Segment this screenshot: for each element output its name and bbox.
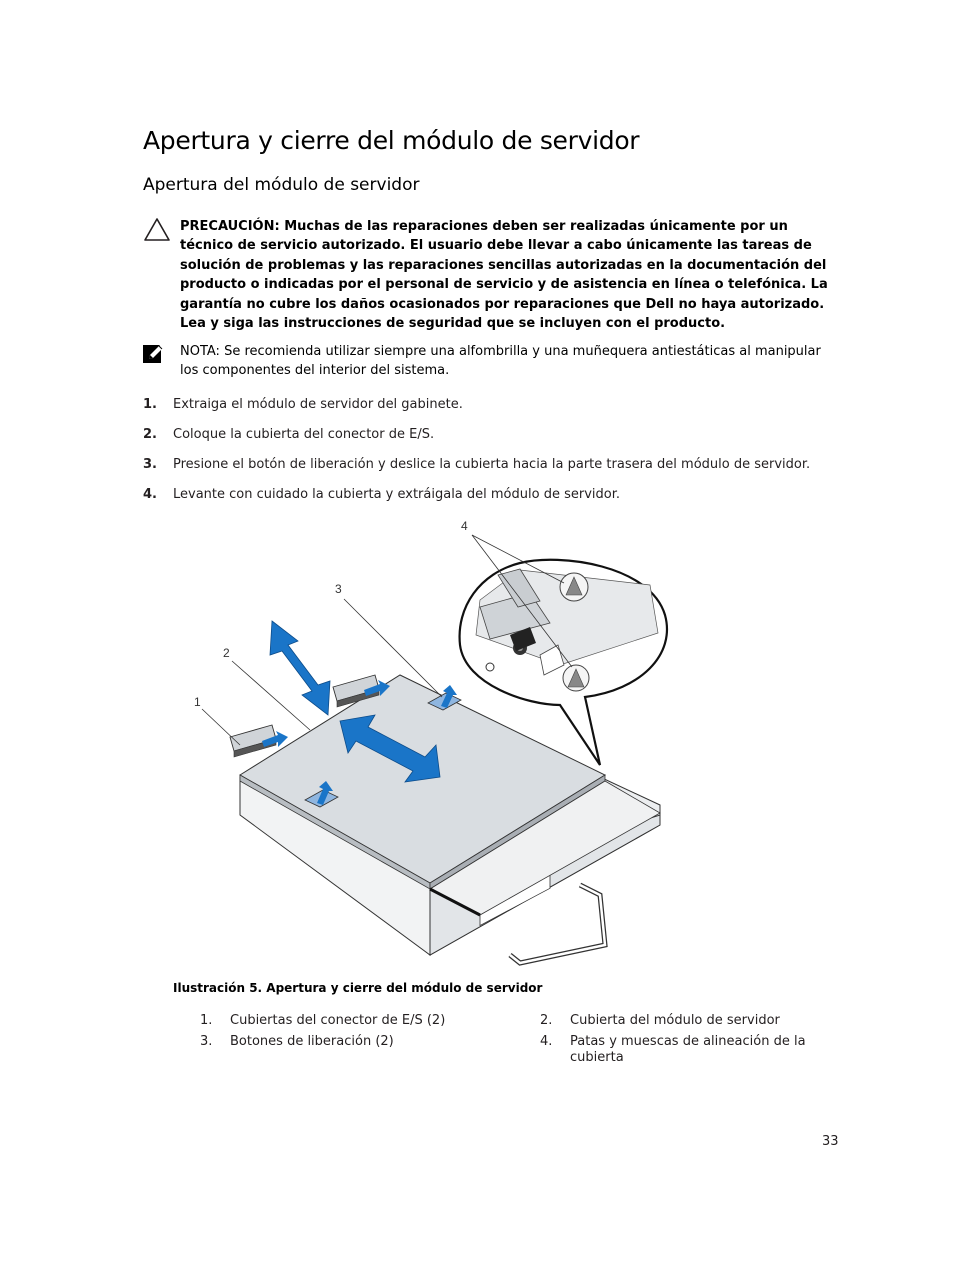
caution-notice [143, 217, 843, 337]
note-text [180, 342, 842, 381]
step-text: Presione el botón de liberación y deslice la cubierta hacia la parte trasera del módulo de servidor. [173, 457, 811, 472]
procedure-steps [143, 396, 843, 516]
legend-text: Cubiertas del conector de E/S (2) [230, 1013, 446, 1028]
callout-4: 4 [461, 519, 468, 533]
step-item [143, 396, 843, 426]
legend-text: Patas y muescas de alineación de la cubierta [570, 1034, 806, 1065]
note-notice [143, 342, 843, 382]
legend-number: 3. [200, 1034, 213, 1049]
legend-number: 4. [540, 1034, 553, 1049]
step-item [143, 426, 843, 456]
legend-number: 2. [540, 1013, 553, 1028]
step-text: Levante con cuidado la cubierta y extráigala del módulo de servidor. [173, 487, 620, 502]
callout-1: 1 [194, 695, 201, 709]
step-text: Extraiga el módulo de servidor del gabinete. [173, 397, 463, 412]
step-number: 4. [143, 487, 157, 502]
server-module-illustration [180, 515, 680, 970]
caution-triangle-icon [143, 217, 171, 247]
page-number: 33 [822, 1134, 839, 1149]
legend-text: Cubierta del módulo de servidor [570, 1013, 780, 1028]
step-number: 1. [143, 397, 157, 412]
legend-text: Botones de liberación (2) [230, 1034, 394, 1049]
note-body: Se recomienda utilizar siempre una alfombrilla y una muñequera antiestáticas al manipular los componentes del interior del sistema. [180, 344, 821, 379]
callout-3: 3 [335, 582, 342, 596]
step-number: 2. [143, 427, 157, 442]
caution-text: PRECAUCIÓN: Muchas de las reparaciones deben ser realizadas únicamente por un técnico de servicio autorizado. El usuario debe llevar a cabo únicamente las tareas de solución de problemas y las reparaciones sencillas autorizadas en la documentación del producto o indicadas por el personal de servicio y de asistencia en línea o telefónica. La garantía no cubre los daños ocasionados por reparaciones que Dell no haya autorizado. Lea y siga las instrucciones de seguridad que se incluyen con el producto. [180, 219, 828, 332]
section-title: Apertura del módulo de servidor [143, 175, 420, 195]
note-label: NOTA: [180, 344, 220, 359]
step-item [143, 486, 843, 516]
step-text: Coloque la cubierta del conector de E/S. [173, 427, 435, 442]
lift-direction-arrow [270, 621, 330, 715]
callout-2: 2 [223, 646, 230, 660]
figure-caption: Ilustración 5. Apertura y cierre del módulo de servidor [173, 981, 543, 995]
note-pencil-icon [143, 342, 165, 368]
legend-number: 1. [200, 1013, 213, 1028]
step-item [143, 456, 843, 486]
page-title: Apertura y cierre del módulo de servidor [143, 126, 640, 155]
step-number: 3. [143, 457, 157, 472]
illustration-svg [180, 515, 680, 970]
